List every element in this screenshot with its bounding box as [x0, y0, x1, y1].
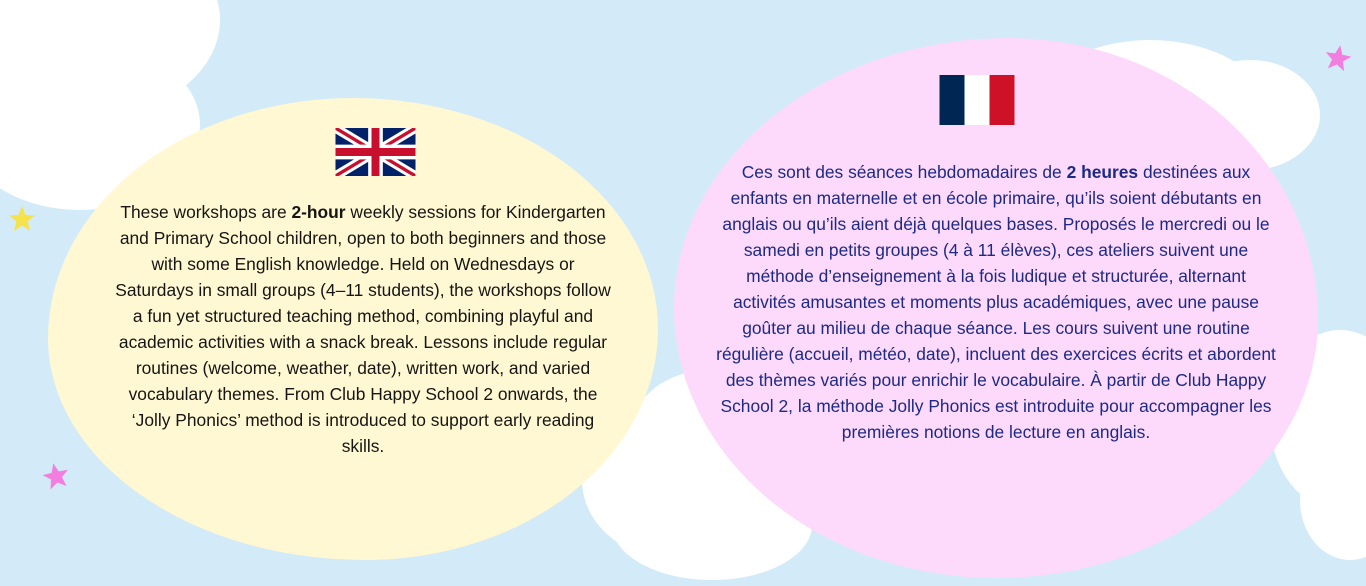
- english-duration: 2-hour: [291, 202, 346, 222]
- pink-star-icon: [41, 461, 71, 491]
- french-text-rest: destinées aux enfants en maternelle et en école primaire, qu’ils soient débutants en anglais ou qu’ils aient déjà quelques bases. Proposés le mercredi ou le samedi en petits groupes (4 à 11 élèves), ces ateliers suivent une méthode d’enseignement à la fois ludique et structurée, alternant activités amusantes et moments plus académiques, avec une pause goûter au milieu de chaque séance. Les cours suivent une routine régulière (accueil, météo, date), incluent des exercices écrits et abordent des thèmes variés pour enrichir le vocabulaire. À partir de Club Happy School 2, la méthode Jolly Phonics est introduite pour accompagner les premières notions de lecture en anglais.: [716, 162, 1276, 442]
- french-description: [716, 159, 1276, 445]
- france-flag-icon: [939, 75, 1015, 125]
- french-text-start: Ces sont des séances hebdomadaires de: [741, 162, 1067, 182]
- english-text-rest: weekly sessions for Kindergarten and Primary School children, open to both beginners and those with some English knowledge. Held on Wednesdays or Saturdays in small groups (4–11 students), the workshops follow a fun yet structured teaching method, combining playful and academic activities with a snack break. Lessons include regular routines (welcome, weather, date), written work, and varied vocabulary themes. From Club Happy School 2 onwards, the ‘Jolly Phonics’ method is introduced to support early reading skills.: [115, 202, 611, 456]
- yellow-star-icon: [7, 204, 37, 234]
- english-text-start: These workshops are: [120, 202, 292, 222]
- french-duration: 2 heures: [1066, 162, 1139, 182]
- english-description: [112, 199, 614, 459]
- pink-star-icon: [1323, 43, 1353, 73]
- uk-flag-icon: [335, 128, 416, 176]
